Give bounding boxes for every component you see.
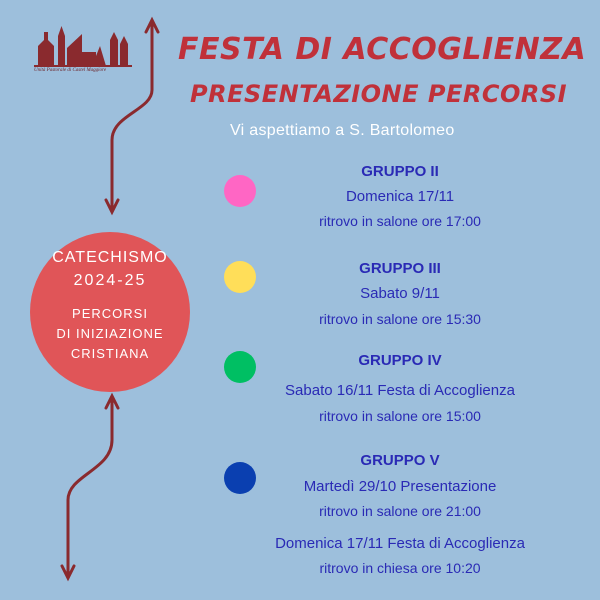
group-2-title: GRUPPO II xyxy=(361,163,439,180)
group-4-time: ritrovo in salone ore 15:00 xyxy=(319,408,481,424)
group-3-dot xyxy=(224,261,256,293)
group-3-title: GRUPPO III xyxy=(359,260,441,277)
group-2-dot xyxy=(224,175,256,207)
group-5-time-2: ritrovo in chiesa ore 10:20 xyxy=(319,560,481,576)
group-5-time: ritrovo in salone ore 21:00 xyxy=(319,503,481,519)
badge-line-5: CRISTIANA xyxy=(70,346,150,361)
location-subtitle: Vi aspettiamo a S. Bartolomeo xyxy=(230,122,455,139)
group-5-date-2: Domenica 17/11 Festa di Accoglienza xyxy=(275,535,525,552)
page-subtitle-title: PRESENTAZIONE PERCORSI xyxy=(190,80,568,108)
group-5-title: GRUPPO V xyxy=(360,452,440,469)
group-5-dot xyxy=(224,462,256,494)
badge-line-2: 2024-25 xyxy=(73,272,147,289)
group-4-dot xyxy=(224,351,256,383)
group-4-date: Sabato 16/11 Festa di Accoglienza xyxy=(285,382,515,399)
group-2-date: Domenica 17/11 xyxy=(345,188,455,205)
page-title: FESTA DI ACCOGLIENZA xyxy=(178,32,587,67)
badge-line-4: DI INIZIAZIONE xyxy=(56,326,164,341)
group-3-date: Sabato 9/11 xyxy=(360,285,440,302)
group-3-time: ritrovo in salone ore 15:30 xyxy=(319,311,481,327)
badge-line-1: CATECHISMO xyxy=(52,249,168,266)
badge-line-3: PERCORSI xyxy=(72,306,148,321)
catechism-badge xyxy=(30,232,190,392)
logo-caption: Unità Pastorale di Castel Maggiore xyxy=(34,68,107,73)
group-5-date: Martedì 29/10 Presentazione xyxy=(303,478,497,495)
group-2-time: ritrovo in salone ore 17:00 xyxy=(319,213,481,229)
group-4-title: GRUPPO IV xyxy=(358,352,442,369)
